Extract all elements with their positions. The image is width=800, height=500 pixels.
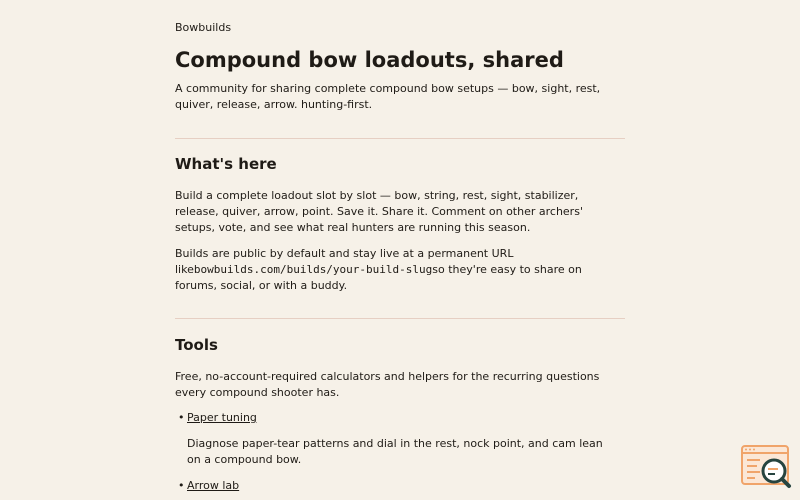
paragraph-text: so they're easy to share on forums, social, or with a buddy.: [175, 263, 582, 292]
build-url-example: bowbuilds.com/builds/your-build-slug: [193, 263, 433, 276]
search-document-icon[interactable]: [740, 444, 792, 490]
hero-subtitle: A community for sharing complete compound bow setups — bow, sight, rest, quiver, release, arrow. hunting-first.: [175, 82, 601, 111]
paper-tuning-link[interactable]: Paper tuning: [187, 411, 257, 424]
search-document-icon-graphic: [740, 444, 792, 490]
site-name[interactable]: Bowbuilds: [175, 21, 232, 34]
permanent-url-paragraph: [175, 246, 625, 294]
bullet: •: [178, 479, 185, 492]
bullet: •: [178, 411, 185, 424]
section-divider: [175, 318, 625, 319]
tools-intro: Free, no-account-required calculators and helpers for the recurring questions every compound shooter has.: [175, 370, 600, 399]
paragraph-text: Builds are public by default and stay live at a permanent URL like: [175, 247, 514, 276]
tools-heading: Tools: [175, 336, 218, 354]
whats-here-paragraph: Build a complete loadout slot by slot — bow, string, rest, sight, stabilizer, release, quiver, arrow, point. Save it. Share it. Comment on other archers' setups, vote, and see what real hunters are running this season.: [175, 189, 583, 234]
tool-description: Diagnose paper-tear patterns and dial in the rest, nock point, and cam lean on a compound bow.: [187, 437, 603, 466]
whats-here-heading: What's here: [175, 155, 277, 173]
arrow-lab-link[interactable]: Arrow lab: [187, 479, 240, 492]
page-title: Compound bow loadouts, shared: [175, 48, 564, 72]
section-divider: [175, 138, 625, 139]
